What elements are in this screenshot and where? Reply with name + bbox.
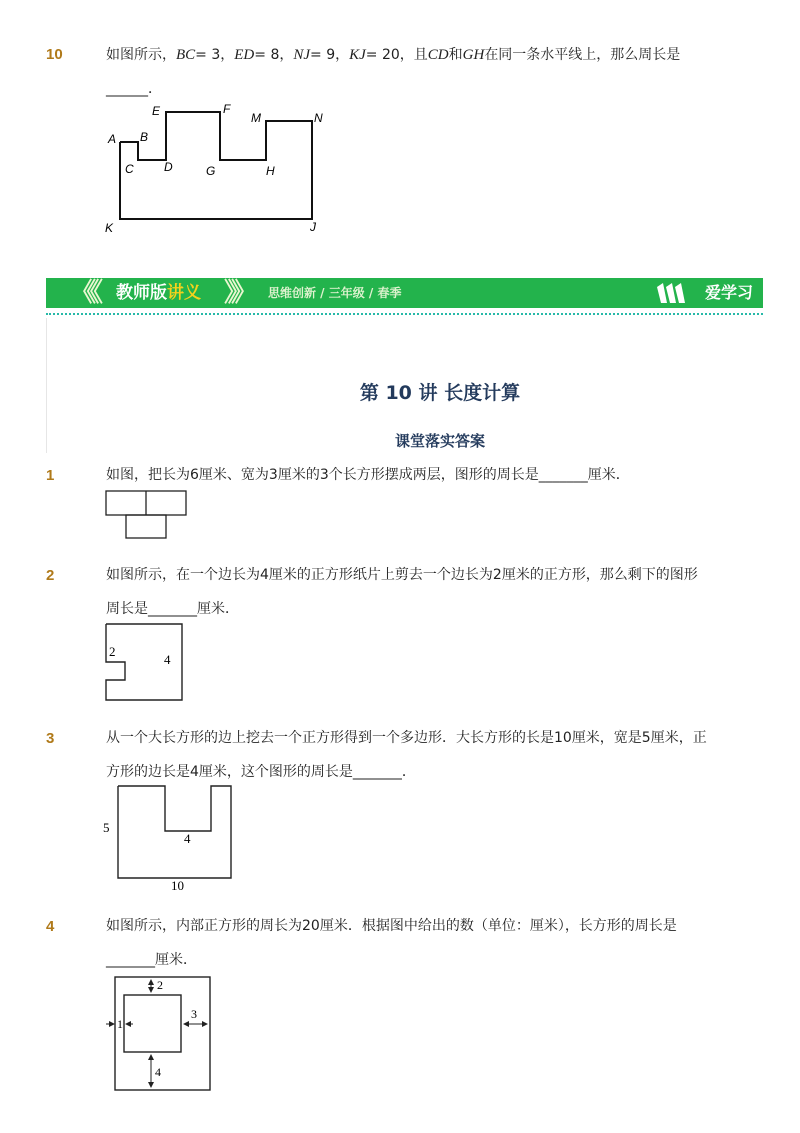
question-number: 4 [46, 918, 55, 935]
dimension-label: 2 [157, 978, 163, 992]
vertex-label: N [314, 111, 323, 125]
figure-q3 [100, 780, 245, 895]
vertex-label: M [251, 111, 261, 125]
vertex-label: H [266, 164, 275, 178]
dimension-label: 2 [109, 644, 116, 659]
brand-name: 爱学习 [704, 283, 753, 302]
answer-blank: ______． [106, 81, 162, 97]
dimension-label: 10 [171, 878, 184, 893]
brand-logo-icon [657, 283, 687, 303]
question-text: 周长是_______厘米． [106, 601, 239, 617]
dimension-label: 1 [117, 1017, 123, 1031]
section-title: 课堂落实答案 [394, 432, 485, 450]
dimension-label: 4 [164, 652, 171, 667]
polygon-outline [120, 112, 312, 219]
figure-q10 [100, 100, 340, 240]
dimension-label: 4 [184, 831, 191, 846]
vertex-label: J [310, 220, 316, 234]
question-text: 如图所示，在一个边长为4厘米的正方形纸片上剪去一个边长为2厘米的正方形，那么剩下的图形 [106, 567, 698, 583]
figure-q2 [100, 618, 200, 708]
dimension-label: 5 [103, 820, 110, 835]
question-text: 如图，把长为6厘米、宽为3厘米的3个长方形摆成两层，图形的周长是_______厘米． [106, 467, 630, 483]
banner-subtitle: 思维创新 / 三年级 / 春季 [268, 286, 402, 300]
question-text: 方形的边长是4厘米，这个图形的周长是_______． [106, 764, 416, 780]
vertex-label: F [223, 102, 231, 116]
chevron-right-icon: 》》 [224, 278, 252, 308]
question-text: _______厘米． [106, 952, 197, 968]
question-number: 3 [46, 730, 55, 747]
chevron-left-icon: 《《 [70, 278, 98, 308]
vertex-label: A [108, 132, 117, 146]
banner-title: 教师版讲义 [116, 283, 201, 303]
figure-q1 [100, 488, 200, 544]
vertex-label: D [164, 160, 173, 174]
divider [46, 313, 763, 315]
dimension-label: 3 [191, 1007, 197, 1021]
vertex-label: K [105, 221, 114, 235]
vertex-label: C [125, 162, 134, 176]
question-number: 2 [46, 567, 55, 584]
question-text: 如图所示，BC= 3，ED= 8，NJ= 9，KJ= 20，且CD和GH在同一条水平线上，那么周长是 [106, 47, 681, 63]
lecture-title: 第 10 讲 长度计算 [359, 382, 521, 404]
vertex-label: G [206, 164, 216, 178]
question-number: 10 [46, 46, 63, 63]
dimension-label: 4 [155, 1065, 161, 1079]
question-number: 1 [46, 467, 55, 484]
header-banner [46, 278, 763, 308]
question-text: 从一个大长方形的边上挖去一个正方形得到一个多边形．大长方形的长是10厘米，宽是5厘米，正 [106, 730, 707, 746]
question-text: 如图所示，内部正方形的周长为20厘米．根据图中给出的数（单位：厘米），长方形的周长是 [106, 918, 677, 934]
vertex-label: E [152, 104, 161, 118]
vertex-label: B [140, 130, 149, 144]
figure-q4 [100, 970, 230, 1095]
